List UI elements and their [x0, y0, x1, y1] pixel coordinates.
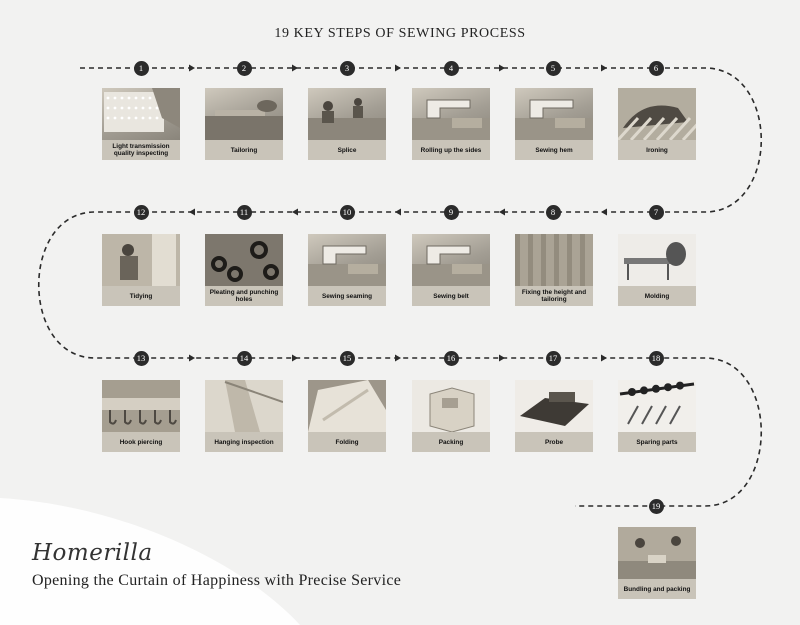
step-card: [308, 380, 386, 452]
step-card: [515, 234, 593, 306]
step-number-badge: 10: [340, 205, 355, 220]
direction-arrow-icon: [499, 355, 505, 362]
sewing-machine-photo: [412, 234, 490, 286]
step-number-badge: 7: [649, 205, 664, 220]
step-card: [618, 234, 696, 306]
cutting-fabric-photo: [205, 88, 283, 140]
direction-arrow-icon: [292, 355, 298, 362]
direction-arrow-icon: [292, 65, 298, 72]
step-caption: Packing: [412, 432, 490, 452]
direction-arrow-icon: [601, 65, 607, 72]
step-card: [515, 88, 593, 160]
step-card: [515, 380, 593, 452]
diagram-title: 19 KEY STEPS OF SEWING PROCESS: [274, 26, 526, 41]
direction-arrow-icon: [189, 65, 195, 72]
sewing-machine-photo: [412, 88, 490, 140]
step-caption: Sewing hem: [515, 140, 593, 160]
step-caption: Tailoring: [205, 140, 283, 160]
curtain-pleats-photo: [515, 234, 593, 286]
direction-arrow-icon: [395, 355, 401, 362]
folding-photo: [308, 380, 386, 432]
step-number-badge: 9: [444, 205, 459, 220]
step-card: [308, 88, 386, 160]
step-number-badge: 15: [340, 351, 355, 366]
step-caption: Tidying: [102, 286, 180, 306]
step-number-badge: 8: [546, 205, 561, 220]
step-card: [412, 234, 490, 306]
packing-workers-photo: [618, 527, 696, 579]
step-card: [205, 380, 283, 452]
step-caption: Sewing belt: [412, 286, 490, 306]
step-card: [102, 380, 180, 452]
step-number-badge: 2: [237, 61, 252, 76]
step-caption: Probe: [515, 432, 593, 452]
step-card: [308, 234, 386, 306]
step-card: [102, 234, 180, 306]
brand-name: Homerilla: [32, 540, 153, 566]
iron-photo: [618, 88, 696, 140]
hooks-photo: [102, 380, 180, 432]
direction-arrow-icon: [189, 355, 195, 362]
step-number-badge: 4: [444, 61, 459, 76]
step-caption: Bundling and packing: [618, 579, 696, 599]
direction-arrow-icon: [395, 209, 401, 216]
step-caption: Fixing the height and tailoring: [515, 286, 593, 306]
step-card: [412, 88, 490, 160]
direction-arrow-icon: [499, 209, 505, 216]
direction-arrow-icon: [189, 209, 195, 216]
step-caption: Hook piercing: [102, 432, 180, 452]
worker-curtain-photo: [102, 234, 180, 286]
step-caption: Hanging inspection: [205, 432, 283, 452]
step-caption: Pleating and punching holes: [205, 286, 283, 306]
step-number-badge: 13: [134, 351, 149, 366]
molding-machine-photo: [618, 234, 696, 286]
step-number-badge: 16: [444, 351, 459, 366]
eyelet-rings-photo: [205, 234, 283, 286]
step-card: [205, 88, 283, 160]
step-caption: Molding: [618, 286, 696, 306]
step-card: [618, 380, 696, 452]
step-number-badge: 17: [546, 351, 561, 366]
direction-arrow-icon: [499, 65, 505, 72]
step-caption: Splice: [308, 140, 386, 160]
step-card: [205, 234, 283, 306]
step-number-badge: 19: [649, 499, 664, 514]
step-card: [412, 380, 490, 452]
step-number-badge: 3: [340, 61, 355, 76]
step-caption: Folding: [308, 432, 386, 452]
step-caption: Sewing seaming: [308, 286, 386, 306]
step-number-badge: 12: [134, 205, 149, 220]
step-caption: Sparing parts: [618, 432, 696, 452]
step-caption: Light transmission quality inspecting: [102, 140, 180, 160]
step-caption: Rolling up the sides: [412, 140, 490, 160]
sewing-machine-photo: [515, 88, 593, 140]
step-number-badge: 18: [649, 351, 664, 366]
step-card: [102, 88, 180, 160]
step-number-badge: 1: [134, 61, 149, 76]
hanging-curtain-photo: [205, 380, 283, 432]
direction-arrow-icon: [292, 209, 298, 216]
direction-arrow-icon: [601, 209, 607, 216]
probe-machine-photo: [515, 380, 593, 432]
direction-arrow-icon: [395, 65, 401, 72]
workers-photo: [308, 88, 386, 140]
step-number-badge: 14: [237, 351, 252, 366]
sewing-machine-photo: [308, 234, 386, 286]
step-caption: Ironing: [618, 140, 696, 160]
curtain-rod-parts-photo: [618, 380, 696, 432]
step-card: [618, 527, 696, 599]
packing-box-photo: [412, 380, 490, 432]
brand-tagline: Opening the Curtain of Happiness with Precise Service: [32, 572, 402, 589]
direction-arrow-icon: [601, 355, 607, 362]
light-table-photo: [102, 88, 180, 140]
step-number-badge: 11: [237, 205, 252, 220]
step-card: [618, 88, 696, 160]
step-number-badge: 6: [649, 61, 664, 76]
step-number-badge: 5: [546, 61, 561, 76]
